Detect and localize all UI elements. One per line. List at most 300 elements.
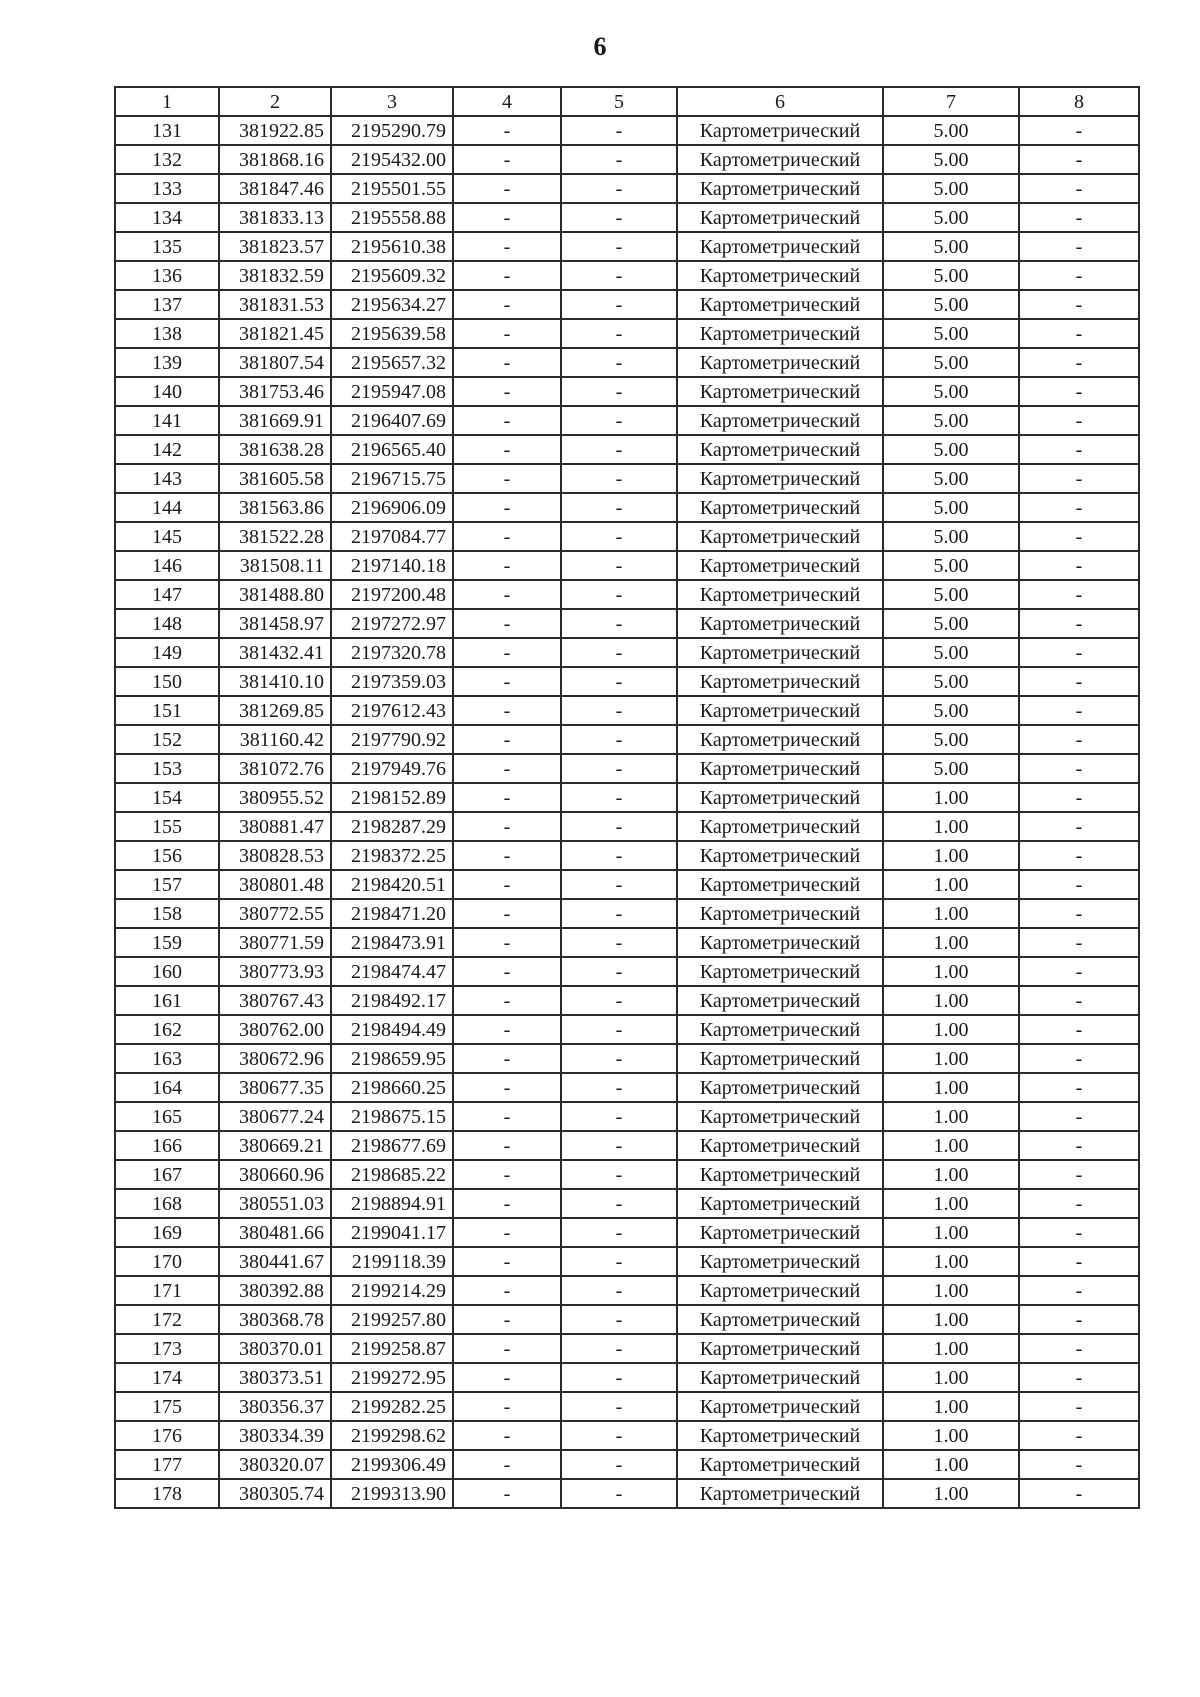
column-8-cell: - — [1019, 493, 1139, 522]
point-number-cell: 168 — [115, 1189, 219, 1218]
column-4-cell: - — [453, 464, 561, 493]
point-number-cell: 150 — [115, 667, 219, 696]
x-coordinate-cell: 381821.45 — [219, 319, 331, 348]
table-row — [115, 841, 1139, 870]
column-4-cell: - — [453, 232, 561, 261]
column-8-cell: - — [1019, 754, 1139, 783]
y-coordinate-cell: 2195639.58 — [331, 319, 453, 348]
accuracy-cell: 5.00 — [883, 377, 1019, 406]
accuracy-cell: 1.00 — [883, 1218, 1019, 1247]
point-number-cell: 146 — [115, 551, 219, 580]
point-number-cell: 131 — [115, 116, 219, 145]
method-cell: Картометрический — [677, 1044, 883, 1073]
point-number-cell: 162 — [115, 1015, 219, 1044]
point-number-cell: 172 — [115, 1305, 219, 1334]
table-row — [115, 1044, 1139, 1073]
column-5-cell: - — [561, 957, 677, 986]
column-8-cell: - — [1019, 1450, 1139, 1479]
accuracy-cell: 5.00 — [883, 638, 1019, 667]
accuracy-cell: 1.00 — [883, 1392, 1019, 1421]
x-coordinate-cell: 380305.74 — [219, 1479, 331, 1508]
column-4-cell: - — [453, 1247, 561, 1276]
table-row — [115, 145, 1139, 174]
y-coordinate-cell: 2199306.49 — [331, 1450, 453, 1479]
column-5-cell: - — [561, 1218, 677, 1247]
y-coordinate-cell: 2195947.08 — [331, 377, 453, 406]
column-8-cell: - — [1019, 522, 1139, 551]
accuracy-cell: 1.00 — [883, 870, 1019, 899]
column-4-cell: - — [453, 1131, 561, 1160]
column-5-cell: - — [561, 464, 677, 493]
column-5-cell: - — [561, 725, 677, 754]
y-coordinate-cell: 2199258.87 — [331, 1334, 453, 1363]
x-coordinate-cell: 381269.85 — [219, 696, 331, 725]
table-row — [115, 464, 1139, 493]
y-coordinate-cell: 2198894.91 — [331, 1189, 453, 1218]
accuracy-cell: 5.00 — [883, 406, 1019, 435]
point-number-cell: 153 — [115, 754, 219, 783]
column-8-cell: - — [1019, 1218, 1139, 1247]
point-number-cell: 156 — [115, 841, 219, 870]
accuracy-cell: 1.00 — [883, 1334, 1019, 1363]
column-4-cell: - — [453, 522, 561, 551]
column-5-cell: - — [561, 580, 677, 609]
accuracy-cell: 5.00 — [883, 116, 1019, 145]
method-cell: Картометрический — [677, 638, 883, 667]
x-coordinate-cell: 380762.00 — [219, 1015, 331, 1044]
method-cell: Картометрический — [677, 870, 883, 899]
column-4-cell: - — [453, 1276, 561, 1305]
column-8-cell: - — [1019, 667, 1139, 696]
column-4-cell: - — [453, 667, 561, 696]
table-row — [115, 406, 1139, 435]
accuracy-cell: 5.00 — [883, 261, 1019, 290]
column-4-cell: - — [453, 1421, 561, 1450]
accuracy-cell: 5.00 — [883, 348, 1019, 377]
method-cell: Картометрический — [677, 928, 883, 957]
column-4-cell: - — [453, 986, 561, 1015]
point-number-cell: 141 — [115, 406, 219, 435]
method-cell: Картометрический — [677, 1479, 883, 1508]
y-coordinate-cell: 2195558.88 — [331, 203, 453, 232]
y-coordinate-cell: 2197200.48 — [331, 580, 453, 609]
x-coordinate-cell: 380767.43 — [219, 986, 331, 1015]
method-cell: Картометрический — [677, 1247, 883, 1276]
column-8-cell: - — [1019, 870, 1139, 899]
point-number-cell: 176 — [115, 1421, 219, 1450]
column-4-cell: - — [453, 261, 561, 290]
y-coordinate-cell: 2199298.62 — [331, 1421, 453, 1450]
y-coordinate-cell: 2199282.25 — [331, 1392, 453, 1421]
method-cell: Картометрический — [677, 580, 883, 609]
column-4-cell: - — [453, 638, 561, 667]
column-header: 6 — [677, 87, 883, 116]
column-8-cell: - — [1019, 1392, 1139, 1421]
table-row — [115, 754, 1139, 783]
y-coordinate-cell: 2198685.22 — [331, 1160, 453, 1189]
accuracy-cell: 1.00 — [883, 783, 1019, 812]
method-cell: Картометрический — [677, 203, 883, 232]
table-row — [115, 812, 1139, 841]
table-row — [115, 203, 1139, 232]
method-cell: Картометрический — [677, 261, 883, 290]
column-4-cell: - — [453, 1160, 561, 1189]
table-row — [115, 1189, 1139, 1218]
column-5-cell: - — [561, 783, 677, 812]
y-coordinate-cell: 2198675.15 — [331, 1102, 453, 1131]
table-row — [115, 986, 1139, 1015]
method-cell: Картометрический — [677, 116, 883, 145]
x-coordinate-cell: 381508.11 — [219, 551, 331, 580]
y-coordinate-cell: 2196565.40 — [331, 435, 453, 464]
column-5-cell: - — [561, 406, 677, 435]
column-5-cell: - — [561, 1479, 677, 1508]
table-row — [115, 1392, 1139, 1421]
column-4-cell: - — [453, 551, 561, 580]
column-4-cell: - — [453, 1479, 561, 1508]
accuracy-cell: 1.00 — [883, 1363, 1019, 1392]
column-4-cell: - — [453, 1450, 561, 1479]
y-coordinate-cell: 2197612.43 — [331, 696, 453, 725]
point-number-cell: 157 — [115, 870, 219, 899]
accuracy-cell: 5.00 — [883, 145, 1019, 174]
column-8-cell: - — [1019, 203, 1139, 232]
column-header: 4 — [453, 87, 561, 116]
table-row — [115, 1218, 1139, 1247]
y-coordinate-cell: 2195501.55 — [331, 174, 453, 203]
accuracy-cell: 1.00 — [883, 841, 1019, 870]
x-coordinate-cell: 380801.48 — [219, 870, 331, 899]
point-number-cell: 142 — [115, 435, 219, 464]
table-row — [115, 1102, 1139, 1131]
method-cell: Картометрический — [677, 1276, 883, 1305]
point-number-cell: 135 — [115, 232, 219, 261]
column-5-cell: - — [561, 1421, 677, 1450]
column-8-cell: - — [1019, 725, 1139, 754]
page-number: 6 — [593, 32, 607, 61]
column-5-cell: - — [561, 667, 677, 696]
column-4-cell: - — [453, 1102, 561, 1131]
column-header: 2 — [219, 87, 331, 116]
method-cell: Картометрический — [677, 464, 883, 493]
y-coordinate-cell: 2199118.39 — [331, 1247, 453, 1276]
x-coordinate-cell: 380771.59 — [219, 928, 331, 957]
method-cell: Картометрический — [677, 841, 883, 870]
method-cell: Картометрический — [677, 1392, 883, 1421]
point-number-cell: 171 — [115, 1276, 219, 1305]
column-5-cell: - — [561, 1247, 677, 1276]
column-4-cell: - — [453, 319, 561, 348]
y-coordinate-cell: 2197790.92 — [331, 725, 453, 754]
column-4-cell: - — [453, 1334, 561, 1363]
column-5-cell: - — [561, 290, 677, 319]
column-5-cell: - — [561, 522, 677, 551]
x-coordinate-cell: 380441.67 — [219, 1247, 331, 1276]
y-coordinate-cell: 2195657.32 — [331, 348, 453, 377]
y-coordinate-cell: 2199272.95 — [331, 1363, 453, 1392]
column-8-cell: - — [1019, 1334, 1139, 1363]
y-coordinate-cell: 2198473.91 — [331, 928, 453, 957]
table-row — [115, 551, 1139, 580]
column-8-cell: - — [1019, 580, 1139, 609]
column-4-cell: - — [453, 899, 561, 928]
column-5-cell: - — [561, 812, 677, 841]
column-4-cell: - — [453, 754, 561, 783]
y-coordinate-cell: 2195290.79 — [331, 116, 453, 145]
point-number-cell: 144 — [115, 493, 219, 522]
column-8-cell: - — [1019, 928, 1139, 957]
column-5-cell: - — [561, 899, 677, 928]
method-cell: Картометрический — [677, 986, 883, 1015]
accuracy-cell: 1.00 — [883, 1305, 1019, 1334]
column-8-cell: - — [1019, 1160, 1139, 1189]
accuracy-cell: 1.00 — [883, 1015, 1019, 1044]
y-coordinate-cell: 2198372.25 — [331, 841, 453, 870]
column-8-cell: - — [1019, 232, 1139, 261]
point-number-cell: 159 — [115, 928, 219, 957]
x-coordinate-cell: 380356.37 — [219, 1392, 331, 1421]
method-cell: Картометрический — [677, 145, 883, 174]
point-number-cell: 163 — [115, 1044, 219, 1073]
column-4-cell: - — [453, 1015, 561, 1044]
table-row — [115, 725, 1139, 754]
point-number-cell: 148 — [115, 609, 219, 638]
column-8-cell: - — [1019, 986, 1139, 1015]
method-cell: Картометрический — [677, 609, 883, 638]
column-4-cell: - — [453, 957, 561, 986]
table-row — [115, 1247, 1139, 1276]
column-5-cell: - — [561, 435, 677, 464]
y-coordinate-cell: 2197320.78 — [331, 638, 453, 667]
accuracy-cell: 5.00 — [883, 203, 1019, 232]
method-cell: Картометрический — [677, 377, 883, 406]
point-number-cell: 167 — [115, 1160, 219, 1189]
table-row — [115, 290, 1139, 319]
point-number-cell: 138 — [115, 319, 219, 348]
column-5-cell: - — [561, 1044, 677, 1073]
x-coordinate-cell: 381868.16 — [219, 145, 331, 174]
table-row — [115, 493, 1139, 522]
method-cell: Картометрический — [677, 319, 883, 348]
table-row — [115, 899, 1139, 928]
column-4-cell: - — [453, 493, 561, 522]
x-coordinate-cell: 380320.07 — [219, 1450, 331, 1479]
x-coordinate-cell: 381410.10 — [219, 667, 331, 696]
column-5-cell: - — [561, 1131, 677, 1160]
column-4-cell: - — [453, 290, 561, 319]
point-number-cell: 152 — [115, 725, 219, 754]
x-coordinate-cell: 381847.46 — [219, 174, 331, 203]
table-row — [115, 1450, 1139, 1479]
table-row — [115, 609, 1139, 638]
column-header: 7 — [883, 87, 1019, 116]
table-row — [115, 1421, 1139, 1450]
x-coordinate-cell: 380551.03 — [219, 1189, 331, 1218]
x-coordinate-cell: 381832.59 — [219, 261, 331, 290]
column-4-cell: - — [453, 1218, 561, 1247]
column-4-cell: - — [453, 174, 561, 203]
table-row — [115, 377, 1139, 406]
x-coordinate-cell: 380881.47 — [219, 812, 331, 841]
column-5-cell: - — [561, 493, 677, 522]
table-row — [115, 232, 1139, 261]
y-coordinate-cell: 2199257.80 — [331, 1305, 453, 1334]
column-8-cell: - — [1019, 551, 1139, 580]
accuracy-cell: 5.00 — [883, 754, 1019, 783]
column-8-cell: - — [1019, 1131, 1139, 1160]
column-5-cell: - — [561, 1189, 677, 1218]
point-number-cell: 147 — [115, 580, 219, 609]
method-cell: Картометрический — [677, 725, 883, 754]
column-4-cell: - — [453, 116, 561, 145]
x-coordinate-cell: 380481.66 — [219, 1218, 331, 1247]
accuracy-cell: 1.00 — [883, 957, 1019, 986]
column-5-cell: - — [561, 145, 677, 174]
point-number-cell: 165 — [115, 1102, 219, 1131]
y-coordinate-cell: 2198420.51 — [331, 870, 453, 899]
column-8-cell: - — [1019, 1044, 1139, 1073]
method-cell: Картометрический — [677, 1450, 883, 1479]
accuracy-cell: 5.00 — [883, 319, 1019, 348]
column-8-cell: - — [1019, 1363, 1139, 1392]
table-row — [115, 1276, 1139, 1305]
method-cell: Картометрический — [677, 435, 883, 464]
column-4-cell: - — [453, 1044, 561, 1073]
point-number-cell: 169 — [115, 1218, 219, 1247]
x-coordinate-cell: 380334.39 — [219, 1421, 331, 1450]
x-coordinate-cell: 380669.21 — [219, 1131, 331, 1160]
column-4-cell: - — [453, 696, 561, 725]
y-coordinate-cell: 2197084.77 — [331, 522, 453, 551]
y-coordinate-cell: 2197272.97 — [331, 609, 453, 638]
column-5-cell: - — [561, 1073, 677, 1102]
column-8-cell: - — [1019, 290, 1139, 319]
column-8-cell: - — [1019, 464, 1139, 493]
column-header: 3 — [331, 87, 453, 116]
column-5-cell: - — [561, 870, 677, 899]
method-cell: Картометрический — [677, 783, 883, 812]
method-cell: Картометрический — [677, 1363, 883, 1392]
column-8-cell: - — [1019, 1421, 1139, 1450]
y-coordinate-cell: 2198677.69 — [331, 1131, 453, 1160]
column-8-cell: - — [1019, 1015, 1139, 1044]
table-row — [115, 667, 1139, 696]
coordinates-table — [114, 86, 1140, 1509]
column-4-cell: - — [453, 580, 561, 609]
x-coordinate-cell: 381638.28 — [219, 435, 331, 464]
column-5-cell: - — [561, 1450, 677, 1479]
y-coordinate-cell: 2195610.38 — [331, 232, 453, 261]
table-row — [115, 319, 1139, 348]
column-8-cell: - — [1019, 783, 1139, 812]
table-row — [115, 928, 1139, 957]
accuracy-cell: 5.00 — [883, 232, 1019, 261]
column-8-cell: - — [1019, 1479, 1139, 1508]
x-coordinate-cell: 381833.13 — [219, 203, 331, 232]
column-8-cell: - — [1019, 377, 1139, 406]
column-4-cell: - — [453, 870, 561, 899]
column-8-cell: - — [1019, 1247, 1139, 1276]
column-8-cell: - — [1019, 1305, 1139, 1334]
x-coordinate-cell: 380773.93 — [219, 957, 331, 986]
y-coordinate-cell: 2198660.25 — [331, 1073, 453, 1102]
accuracy-cell: 1.00 — [883, 1160, 1019, 1189]
x-coordinate-cell: 381072.76 — [219, 754, 331, 783]
method-cell: Картометрический — [677, 957, 883, 986]
column-5-cell: - — [561, 348, 677, 377]
y-coordinate-cell: 2195432.00 — [331, 145, 453, 174]
y-coordinate-cell: 2198494.49 — [331, 1015, 453, 1044]
x-coordinate-cell: 381160.42 — [219, 725, 331, 754]
point-number-cell: 175 — [115, 1392, 219, 1421]
accuracy-cell: 1.00 — [883, 1073, 1019, 1102]
column-5-cell: - — [561, 841, 677, 870]
x-coordinate-cell: 381522.28 — [219, 522, 331, 551]
column-4-cell: - — [453, 1189, 561, 1218]
method-cell: Картометрический — [677, 1073, 883, 1102]
x-coordinate-cell: 380373.51 — [219, 1363, 331, 1392]
column-5-cell: - — [561, 986, 677, 1015]
point-number-cell: 136 — [115, 261, 219, 290]
table-row — [115, 1131, 1139, 1160]
table-row — [115, 1015, 1139, 1044]
y-coordinate-cell: 2198287.29 — [331, 812, 453, 841]
method-cell: Картометрический — [677, 493, 883, 522]
column-5-cell: - — [561, 1334, 677, 1363]
column-5-cell: - — [561, 1305, 677, 1334]
column-8-cell: - — [1019, 1073, 1139, 1102]
method-cell: Картометрический — [677, 754, 883, 783]
column-4-cell: - — [453, 1363, 561, 1392]
point-number-cell: 140 — [115, 377, 219, 406]
method-cell: Картометрический — [677, 696, 883, 725]
column-5-cell: - — [561, 609, 677, 638]
point-number-cell: 174 — [115, 1363, 219, 1392]
point-number-cell: 139 — [115, 348, 219, 377]
column-8-cell: - — [1019, 435, 1139, 464]
x-coordinate-cell: 380392.88 — [219, 1276, 331, 1305]
accuracy-cell: 1.00 — [883, 986, 1019, 1015]
x-coordinate-cell: 380955.52 — [219, 783, 331, 812]
table-row — [115, 116, 1139, 145]
point-number-cell: 151 — [115, 696, 219, 725]
point-number-cell: 149 — [115, 638, 219, 667]
accuracy-cell: 1.00 — [883, 1276, 1019, 1305]
column-5-cell: - — [561, 928, 677, 957]
accuracy-cell: 5.00 — [883, 667, 1019, 696]
y-coordinate-cell: 2195634.27 — [331, 290, 453, 319]
column-5-cell: - — [561, 174, 677, 203]
accuracy-cell: 1.00 — [883, 1479, 1019, 1508]
y-coordinate-cell: 2199041.17 — [331, 1218, 453, 1247]
accuracy-cell: 5.00 — [883, 609, 1019, 638]
table-row — [115, 783, 1139, 812]
x-coordinate-cell: 380660.96 — [219, 1160, 331, 1189]
table-row — [115, 348, 1139, 377]
column-5-cell: - — [561, 638, 677, 667]
table-row — [115, 870, 1139, 899]
x-coordinate-cell: 381823.57 — [219, 232, 331, 261]
column-8-cell: - — [1019, 261, 1139, 290]
column-8-cell: - — [1019, 348, 1139, 377]
table-row — [115, 1160, 1139, 1189]
x-coordinate-cell: 380677.35 — [219, 1073, 331, 1102]
method-cell: Картометрический — [677, 522, 883, 551]
method-cell: Картометрический — [677, 1421, 883, 1450]
x-coordinate-cell: 381922.85 — [219, 116, 331, 145]
accuracy-cell: 5.00 — [883, 551, 1019, 580]
x-coordinate-cell: 381458.97 — [219, 609, 331, 638]
